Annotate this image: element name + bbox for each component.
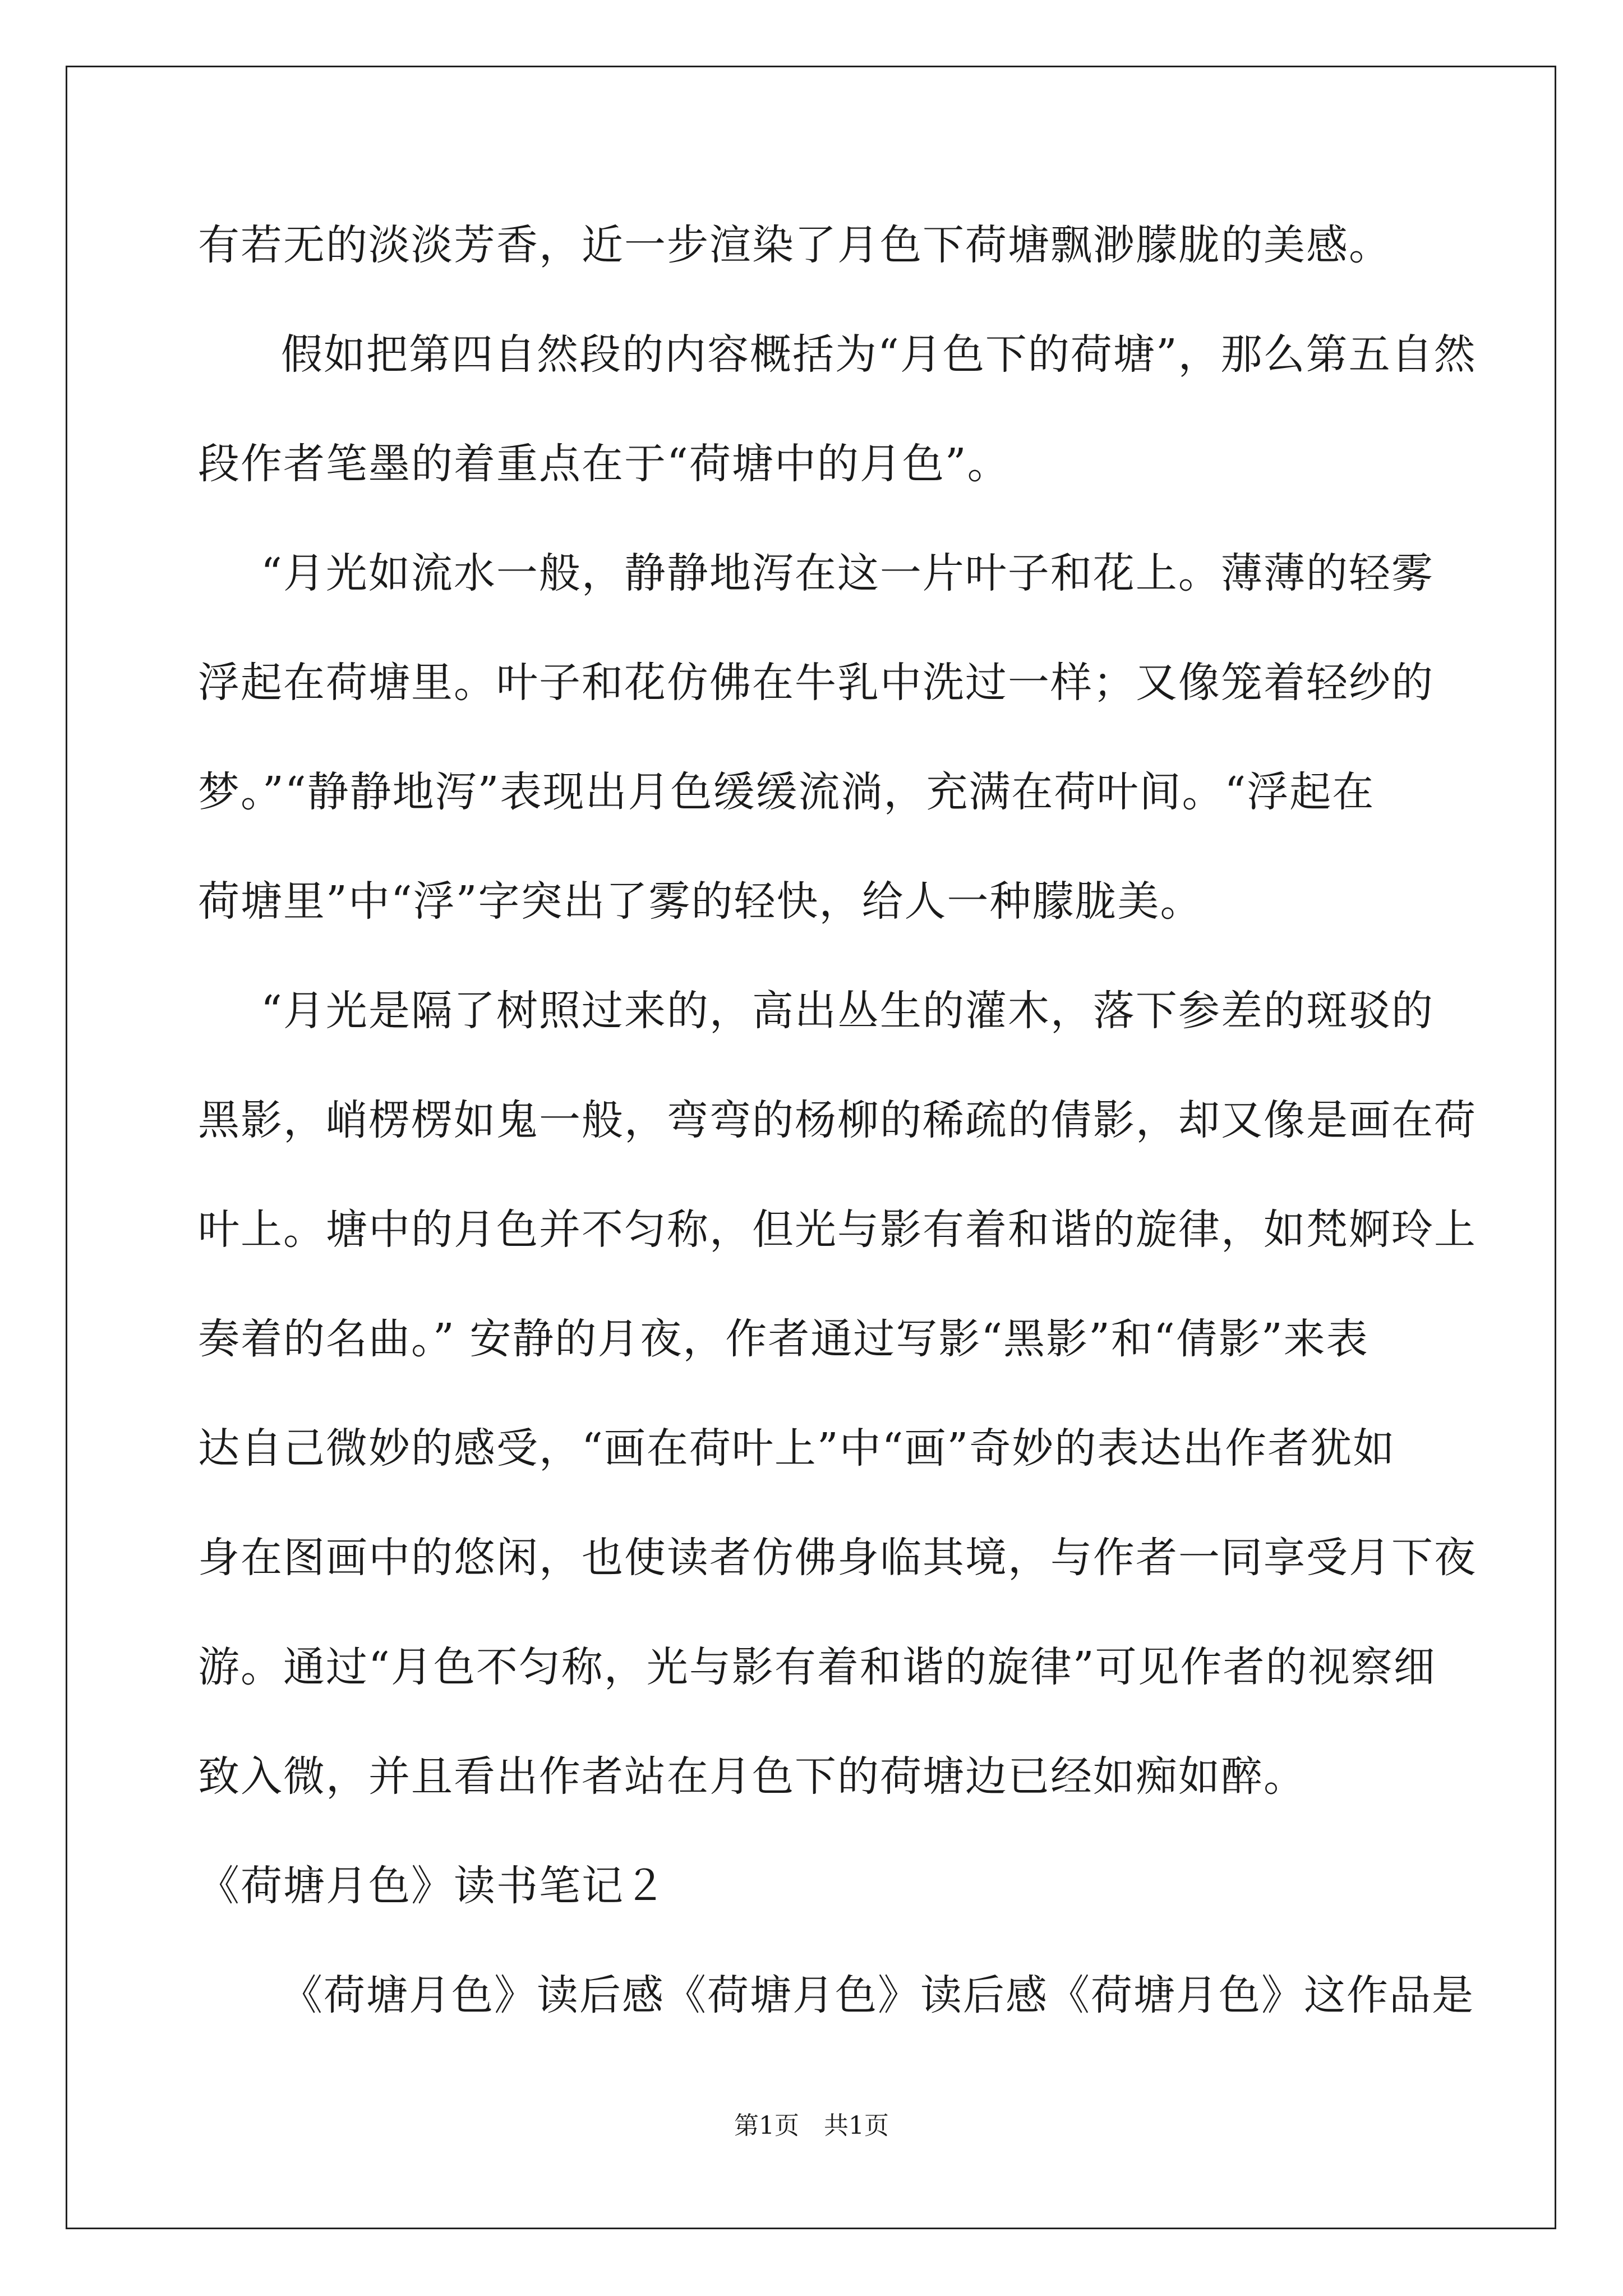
text-line: 有若无的淡淡芳香，近一步渲染了月色下荷塘飘渺朦胧的美感。 [198,221,1391,269]
text-line: 达自己微妙的感受，“画在荷叶上”中“画”奇妙的表达出作者犹如 [198,1424,1396,1473]
text-line: 梦。”“静静地泻”表现出月色缓缓流淌，充满在荷叶间。“浮起在 [198,768,1375,816]
text-line: 假如把第四自然段的内容概括为“月色下的荷塘”，那么第五自然 [281,330,1477,379]
document-body [198,191,1477,2050]
text-line: 浮起在荷塘里。叶子和花仿佛在牛乳中洗过一样；又像笼着轻纱的 [198,659,1434,707]
page-footer: 第1页 共1页 [734,2111,889,2140]
text-line: 段作者笔墨的着重点在于“荷塘中的月色”。 [198,440,1010,488]
text-line: 《荷塘月色》读后感《荷塘月色》读后感《荷塘月色》这作品是 [281,1971,1474,2019]
text-line: 奏着的名曲。” 安静的月夜，作者通过写影“黑影”和“倩影”来表 [198,1315,1369,1363]
text-line: 黑影，峭楞楞如鬼一般，弯弯的杨柳的稀疏的倩影，却又像是画在荷 [198,1096,1477,1144]
text-line: 游。通过“月色不匀称，光与影有着和谐的旋律”可见作者的视察细 [198,1643,1436,1691]
text-line: 荷塘里”中“浮”字突出了雾的轻快，给人一种朦胧美。 [198,877,1203,926]
text-line: “月光如流水一般，静静地泻在这一片叶子和花上。薄薄的轻雾 [261,549,1434,597]
text-line: “月光是隔了树照过来的，高出丛生的灌木，落下参差的斑驳的 [261,987,1434,1035]
text-line: 叶上。塘中的月色并不匀称，但光与影有着和谐的旋律，如梵婀玲上 [198,1205,1477,1254]
text-line: 身在图画中的悠闲，也使读者仿佛身临其境，与作者一同享受月下夜 [198,1534,1477,1582]
section-heading: 《荷塘月色》读书笔记２ [198,1862,667,1910]
text-line: 致入微，并且看出作者站在月色下的荷塘边已经如痴如醉。 [198,1752,1306,1801]
